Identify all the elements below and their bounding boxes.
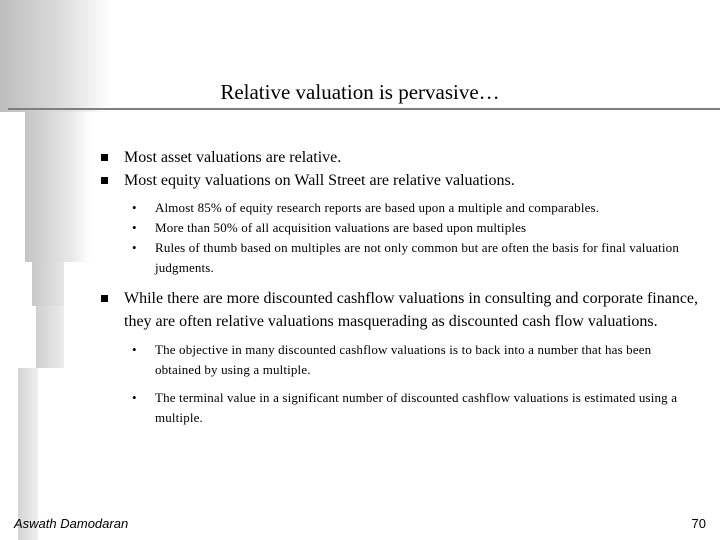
bullet-item (100, 147, 700, 170)
slide-content (100, 147, 700, 428)
sub-bullet-list (100, 198, 700, 278)
bullet-text: Most equity valuations on Wall Street are relative valuations. (124, 171, 515, 189)
slide-title: Relative valuation is pervasive… (220, 80, 500, 104)
bullet-item (100, 170, 700, 193)
sub-bullet-item (100, 238, 700, 278)
sub-bullet-text: Rules of thumb based on multiples are not only common but are often the basis for final valuation judgments. (155, 240, 679, 275)
sub-bullet-text: The terminal value in a significant number of discounted cashflow valuations is estimated using a multiple. (155, 390, 678, 425)
dot-bullet-icon: • (132, 390, 137, 405)
square-bullet-icon (101, 154, 108, 161)
decorative-block (18, 368, 38, 540)
sub-bullet-item (100, 218, 700, 238)
sub-bullet-list (100, 340, 700, 428)
bullet-item (100, 288, 700, 333)
sub-bullet-item (100, 388, 700, 428)
title-divider (8, 108, 720, 110)
bullet-text: Most asset valuations are relative. (124, 149, 342, 166)
dot-bullet-icon: • (132, 200, 137, 215)
dot-bullet-icon: • (132, 240, 137, 255)
page-number: 70 (691, 516, 706, 531)
sub-bullet-text: The objective in many discounted cashflow valuations is to back into a number that has been obtained by using a multiple. (155, 342, 652, 377)
sub-bullet-text: Almost 85% of equity research reports are based upon a multiple and comparables. (155, 200, 600, 215)
decorative-block (32, 262, 64, 306)
square-bullet-icon (101, 295, 108, 302)
dot-bullet-icon: • (132, 342, 137, 357)
decorative-block (25, 112, 90, 262)
decorative-block (36, 306, 64, 368)
sub-bullet-item (100, 340, 700, 380)
dot-bullet-icon: • (132, 220, 137, 235)
bullet-text: While there are more discounted cashflow valuations in consulting and corporate finance, they are often relative valuations masquerading as discounted cash flow valuations. (124, 290, 699, 330)
sub-bullet-text: More than 50% of all acquisition valuations are based upon multiples (155, 220, 527, 235)
footer-author: Aswath Damodaran (14, 516, 129, 531)
sub-bullet-item (100, 198, 700, 218)
square-bullet-icon (101, 177, 108, 184)
